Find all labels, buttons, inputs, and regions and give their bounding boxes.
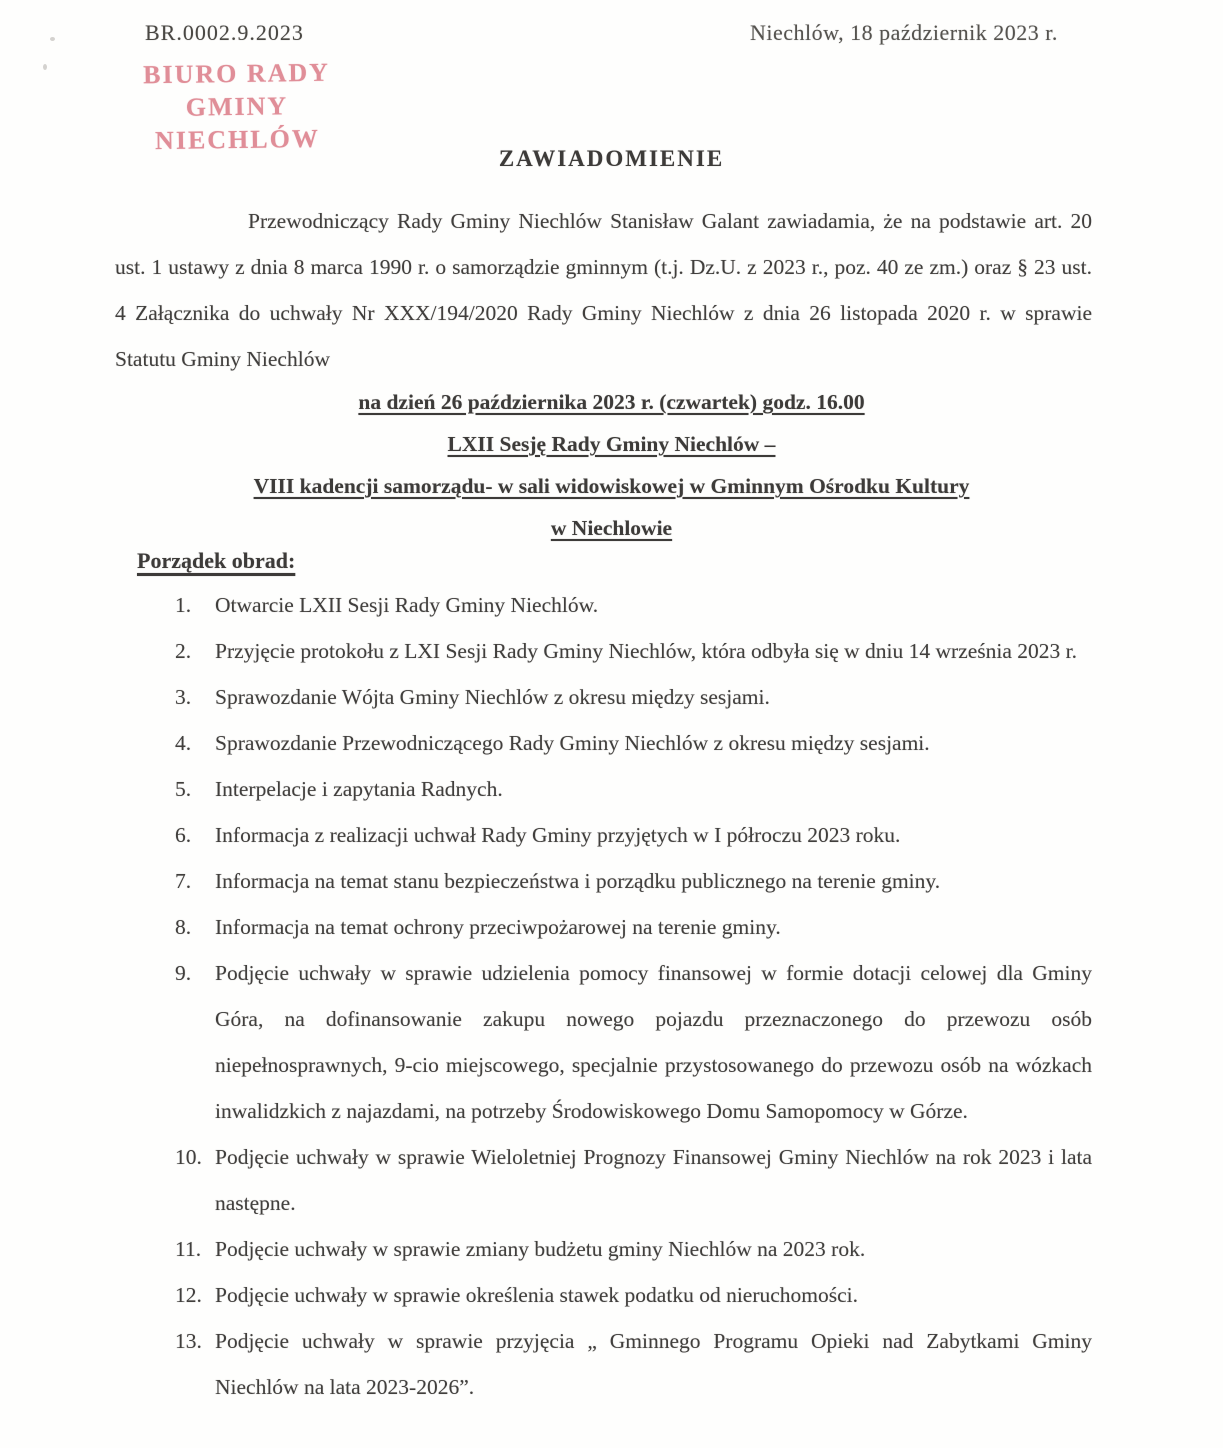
list-item-text: Podjęcie uchwały w sprawie przyjęcia „ Gminnego Programu Opieki nad Zabytkami Gminy Niechlów na lata 2023-2026”. — [215, 1329, 1092, 1399]
list-item-text: Przyjęcie protokołu z LXI Sesji Rady Gminy Niechlów, która odbyła się w dniu 14 września 2023 r. — [215, 639, 1078, 663]
session-name-line: LXII Sesję Rady Gminy Niechlów – — [447, 432, 776, 456]
list-item-text: Podjęcie uchwały w sprawie określenia stawek podatku od nieruchomości. — [215, 1283, 859, 1307]
office-stamp-line1: BIURO RADY — [142, 57, 331, 90]
office-stamp-line2: GMINY NIECHLÓW — [154, 91, 321, 156]
list-item-number: 3. — [175, 685, 192, 709]
list-item-text: Otwarcie LXII Sesji Rady Gminy Niechlów. — [215, 593, 599, 617]
list-item-number: 12. — [175, 1283, 202, 1307]
list-item — [115, 582, 1092, 628]
list-item-text: Sprawozdanie Przewodniczącego Rady Gminy Niechlów z okresu między sesjami. — [215, 731, 930, 755]
list-item-number: 6. — [175, 823, 192, 847]
list-item — [115, 766, 1092, 812]
session-date-line: na dzień 26 października 2023 r. (czwartek) godz. 16.00 — [358, 390, 865, 414]
scan-artifact — [50, 37, 55, 41]
list-item-text: Sprawozdanie Wójta Gminy Niechlów z okresu między sesjami. — [215, 685, 770, 709]
scan-artifact — [43, 64, 47, 70]
list-item-number: 9. — [175, 961, 192, 985]
list-item-number: 8. — [175, 915, 192, 939]
document-title: ZAWIADOMIENIE — [498, 146, 725, 171]
list-item — [115, 858, 1092, 904]
list-item — [115, 1134, 1092, 1226]
list-item-text: Podjęcie uchwały w sprawie udzielenia pomocy finansowej w formie dotacji celowej dla Gminy Góra, na dofinansowanie zakupu nowego pojazdu przeznaczonego do przewozu osób niepełnosprawnych, 9-cio miejscowego, specjalnie przystosowanego do przewozu osób na wózkach inwalidzkich z najazdami, na potrzeby Środowiskowego Domu Samopomocy w Górze. — [215, 961, 1092, 1123]
agenda-heading: Porządek obrad: — [137, 548, 296, 573]
list-item-number: 1. — [175, 593, 192, 617]
list-item — [115, 1226, 1092, 1272]
list-item — [115, 812, 1092, 858]
reference-number: BR.0002.9.2023 — [145, 20, 304, 45]
list-item-text: Informacja na temat stanu bezpieczeństwa i porządku publicznego na terenie gminy. — [215, 869, 941, 893]
list-item — [115, 950, 1092, 1134]
list-item — [115, 720, 1092, 766]
list-item — [115, 1318, 1092, 1410]
list-item-text: Informacja na temat ochrony przeciwpożarowej na terenie gminy. — [215, 915, 781, 939]
list-item-number: 10. — [175, 1145, 202, 1169]
list-item — [115, 904, 1092, 950]
list-item-number: 7. — [175, 869, 192, 893]
list-item-number: 13. — [175, 1329, 202, 1353]
list-item-number: 4. — [175, 731, 192, 755]
office-stamp — [111, 55, 362, 157]
session-location-line: VIII kadencji samorządu- w sali widowiskowej w Gminnym Ośrodku Kultury — [253, 474, 970, 498]
place-and-date: Niechlów, 18 październik 2023 r. — [750, 20, 1058, 45]
list-item — [115, 628, 1092, 674]
list-item-number: 5. — [175, 777, 192, 801]
list-item-text: Podjęcie uchwały w sprawie zmiany budżetu gminy Niechlów na 2023 rok. — [215, 1237, 866, 1261]
list-item-number: 11. — [175, 1237, 202, 1261]
list-item — [115, 674, 1092, 720]
list-item-text: Informacja z realizacji uchwał Rady Gminy przyjętych w I półroczu 2023 roku. — [215, 823, 901, 847]
session-details — [0, 381, 1223, 549]
list-item-text: Interpelacje i zapytania Radnych. — [215, 777, 503, 801]
list-item-number: 2. — [175, 639, 192, 663]
intro-paragraph: Przewodniczący Rady Gminy Niechlów Stanisław Galant zawiadamia, że na podstawie art. 20 ust. 1 ustawy z dnia 8 marca 1990 r. o samorządzie gminnym (t.j. Dz.U. z 2023 r., poz. 40 ze zm.) oraz § 23 ust. 4 Załącznika do uchwały Nr XXX/194/2020 Rady Gminy Niechlów z dnia 26 listopada 2020 r. w sprawie Statutu Gminy Niechlów — [115, 209, 1092, 371]
list-item — [115, 1272, 1092, 1318]
agenda-list — [115, 582, 1092, 1410]
session-town-line: w Niechlowie — [550, 516, 673, 540]
list-item-text: Podjęcie uchwały w sprawie Wieloletniej Prognozy Finansowej Gminy Niechlów na rok 2023 i lata następne. — [215, 1145, 1092, 1215]
